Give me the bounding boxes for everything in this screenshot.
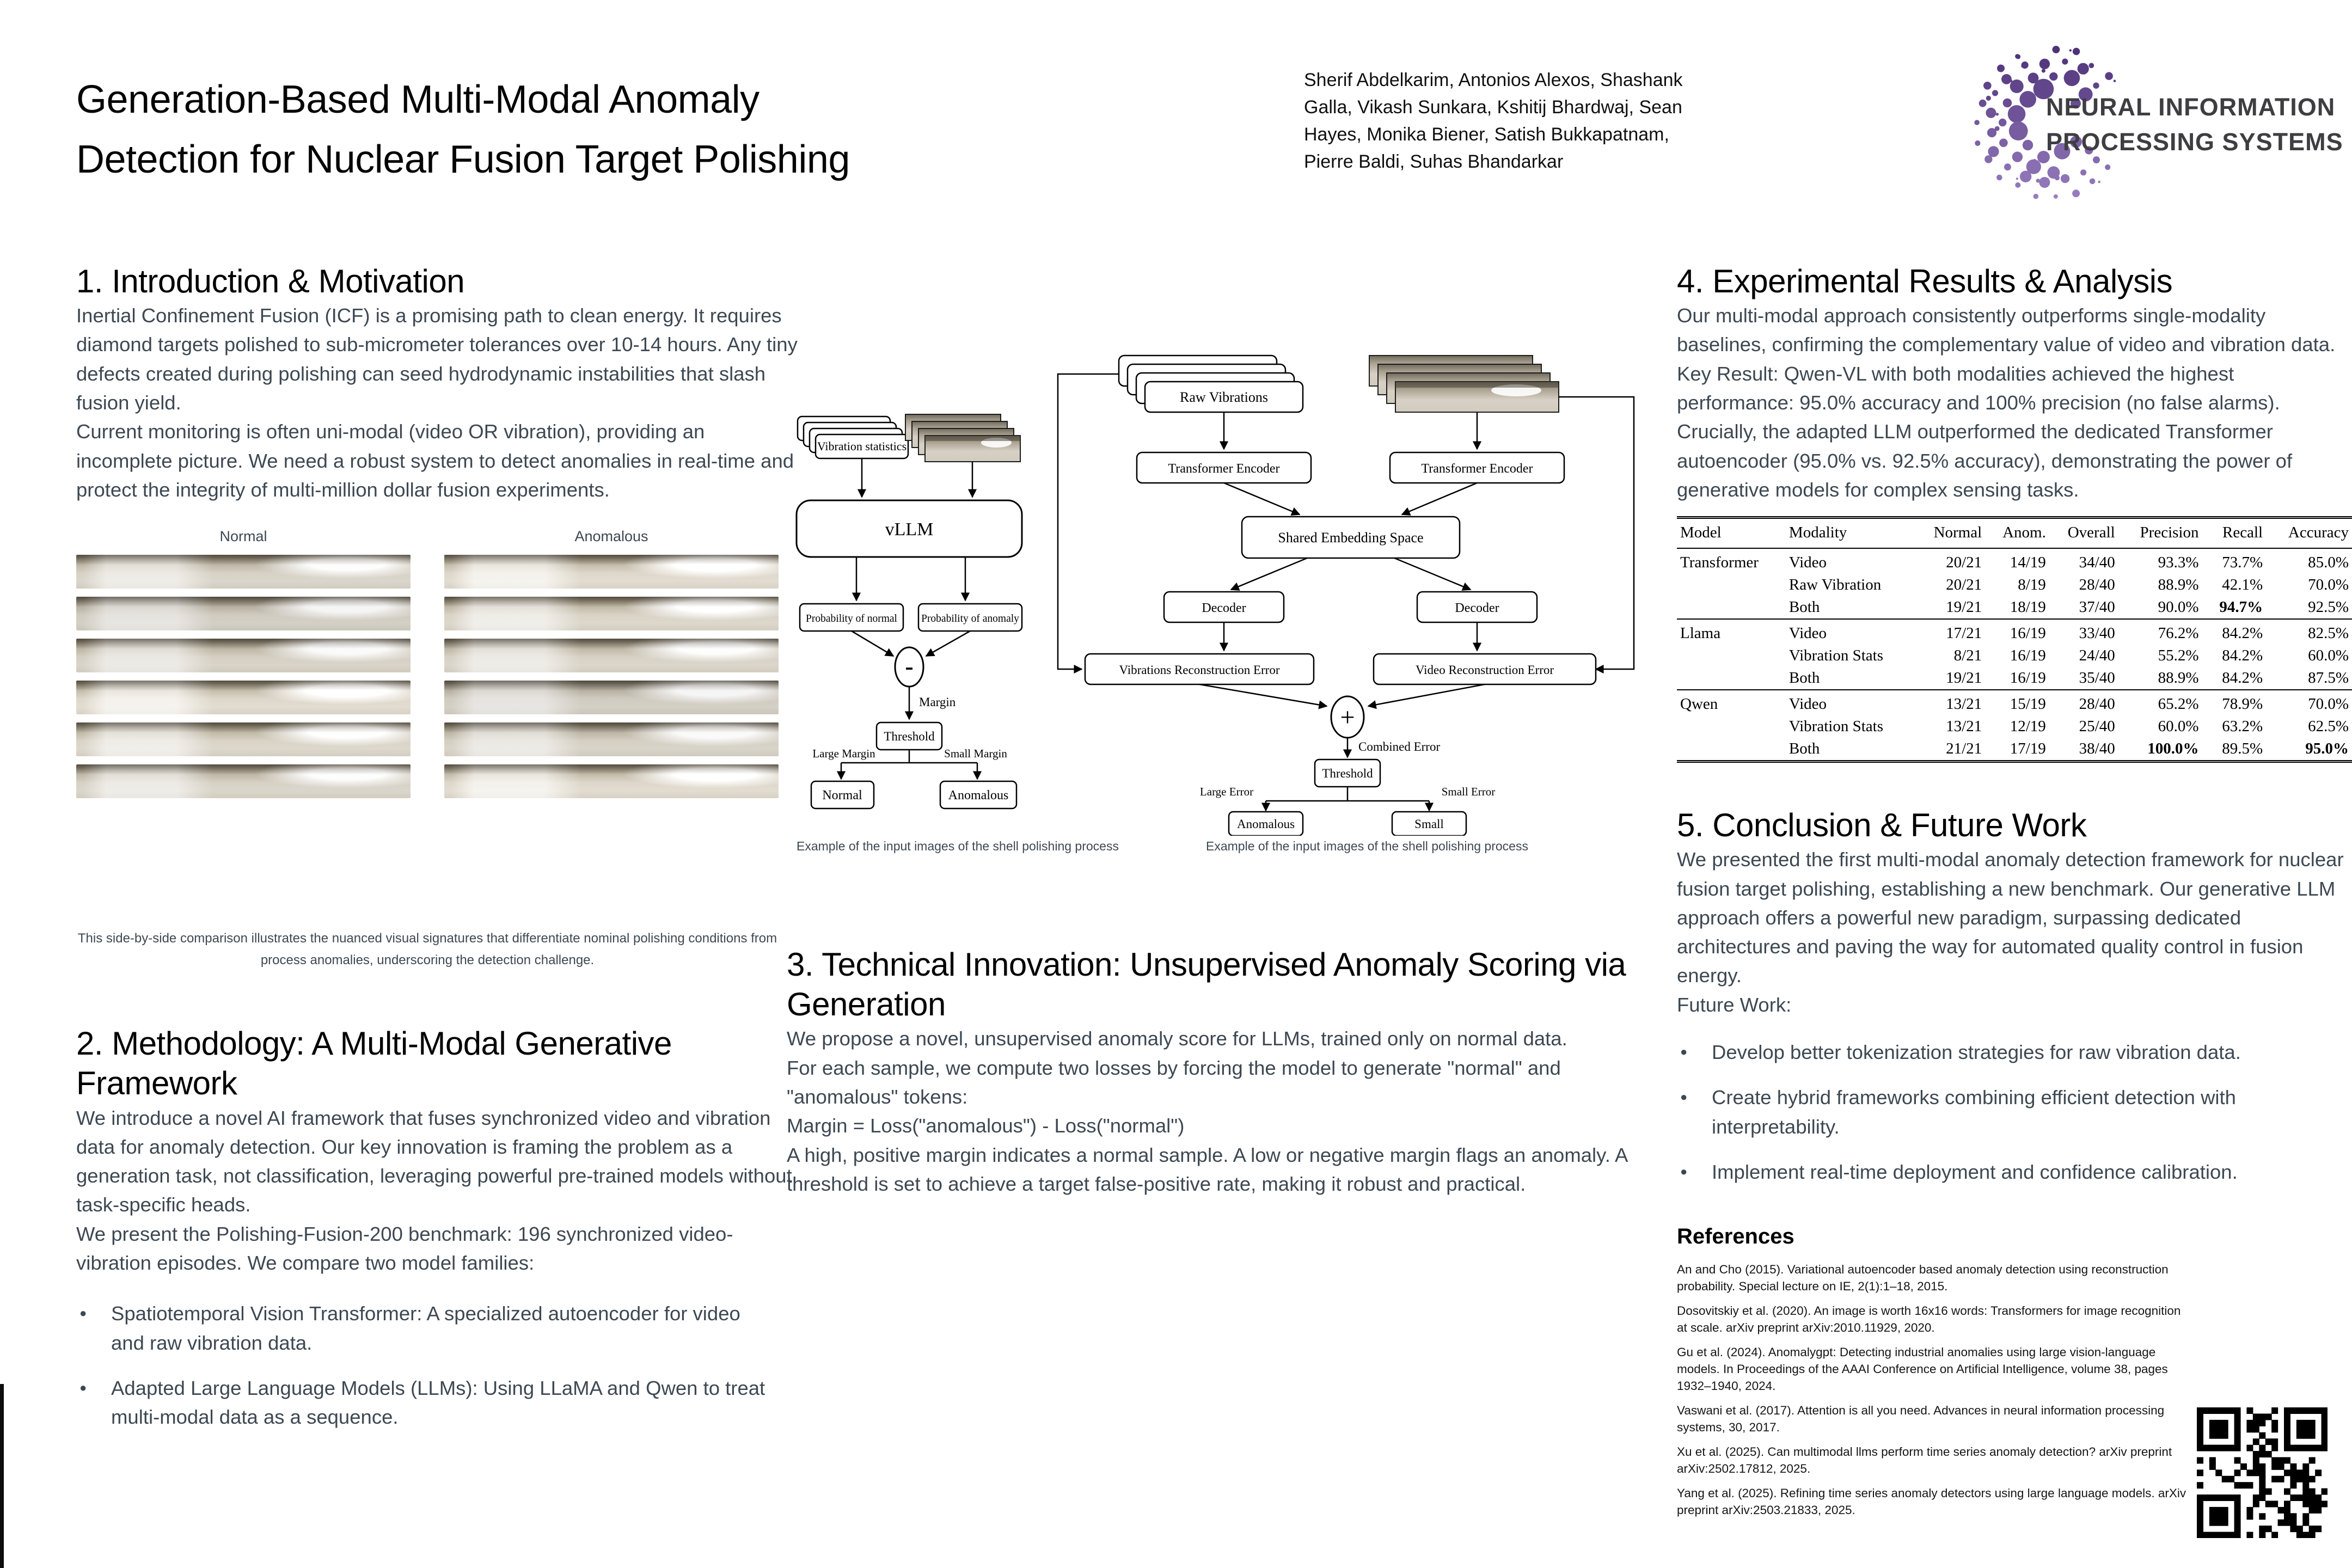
table-cell: Video: [1786, 690, 1915, 715]
table-row: [1677, 690, 2352, 715]
list-item: ● Implement real-time deployment and confidence calibration.: [1677, 1157, 2330, 1186]
section-2-paragraph: We introduce a novel AI framework that fuses synchronized video and vibration data for anomaly detection. Our key innovation is framing the problem as a generation task, not classification, leveraging powerful pre-trained models without task-specific heads.: [76, 1106, 792, 1216]
table-cell: 12/19: [2010, 718, 2046, 736]
table-cell: 8/19: [2018, 576, 2046, 594]
figure1-label-normal: Normal: [219, 528, 267, 545]
sample-frame-normal: [76, 555, 411, 589]
table-cell: 85.0%: [2266, 548, 2352, 574]
section-5-bullet-list: [1677, 1038, 2330, 1186]
section-1-paragraph: Current monitoring is often uni-modal (video OR vibration), providing an incomplete picture. We need a robust system to detect anomalies in real-time and protect the integrity of multi-million dollar fusion experiments.: [76, 420, 794, 501]
table-cell: 88.9%: [2158, 576, 2199, 594]
table-cell: [1677, 667, 1786, 690]
small-error-label: Small Error: [1441, 785, 1496, 798]
table-cell: 8/21: [1953, 647, 1982, 665]
section-4-paragraph: Key Result: Qwen-VL with both modalities achieved the highest performance: 95.0% accuracy and 100% precision (no false alarms).: [1677, 362, 2280, 414]
table-cell: 88.9%: [2158, 669, 2199, 687]
section-2-heading: 2. Methodology: A Multi-Modal Generative Framework: [76, 1025, 672, 1102]
list-item: ● Spatiotemporal Vision Transformer: A specialized autoencoder for video and raw vibration data.: [76, 1299, 773, 1357]
table-cell: 34/40: [2049, 548, 2118, 574]
results-table-header-row: [1677, 518, 2352, 549]
list-item: An and Cho (2015). Variational autoencoder based anomaly detection using reconstruction probability. Special lecture on IE, 2(1):1–18, 2015.: [1677, 1263, 2169, 1294]
column-middle: [787, 261, 1690, 1198]
poster-title-line1: Generation-Based Multi-Modal Anomaly: [76, 78, 759, 121]
shared-embedding-label: Shared Embedding Space: [1278, 530, 1424, 546]
table-cell: 21/21: [1946, 740, 1982, 758]
autoencoder-flowchart-figure: [1037, 346, 1652, 836]
table-column-header: Modality: [1786, 518, 1915, 549]
table-cell: 62.5%: [2308, 718, 2349, 736]
table-cell: 14/19: [1985, 548, 2049, 574]
table-cell: 95.0%: [2305, 740, 2349, 758]
section-4-heading: 4. Experimental Results & Analysis: [1677, 263, 2173, 299]
table-cell: 65.2%: [2118, 690, 2202, 715]
neurips-logo-line2: PROCESSING SYSTEMS: [2046, 128, 2343, 156]
poster-title: [76, 70, 1296, 189]
table-cell: 100.0%: [2147, 740, 2199, 758]
table-cell: [1677, 574, 1786, 596]
decoder-label: Decoder: [1455, 601, 1499, 615]
table-row: [1677, 667, 2352, 690]
vibration-statistics-label: Vibration statistics: [817, 439, 907, 453]
table-cell: [1677, 645, 1786, 667]
table-cell: Llama: [1677, 619, 1786, 645]
authors-line: Pierre Baldi, Suhas Bhandarkar: [1304, 151, 1564, 172]
table-cell: 94.7%: [2219, 598, 2263, 616]
subtract-operator-label: -: [905, 652, 914, 680]
section-1-paragraph: Inertial Confinement Fusion (ICF) is a promising path to clean energy. It requires diamond targets polished to sub-micrometer tolerances over 10-14 hours. Any tiny defects created during polishing can seed hydrodynamic instabilities that slash fusion yield.: [76, 304, 798, 414]
table-cell: 19/21: [1946, 669, 1982, 687]
table-cell: 25/40: [2079, 718, 2115, 736]
list-item: ● Adapted Large Language Models (LLMs): Using LLaMA and Qwen to treat multi-modal data as a sequence.: [76, 1374, 773, 1432]
table-cell: 15/19: [1985, 690, 2049, 715]
table-cell: 33/40: [2049, 619, 2118, 645]
figure1-label-anomalous: Anomalous: [574, 528, 648, 545]
method-diagrams: [787, 346, 1690, 836]
vibration-skip-connection: [1058, 374, 1119, 669]
table-cell: 90.0%: [2158, 598, 2199, 616]
table-cell: 17/19: [2010, 740, 2046, 758]
list-item: Yang et al. (2025). Refining time series anomaly detectors using large language models. arXiv preprint arXiv:2503.21833, 2025.: [1677, 1486, 2186, 1517]
section-1-heading: 1. Introduction & Motivation: [76, 263, 465, 299]
results-table: [1677, 516, 2352, 763]
sample-frame-anomalous: [444, 722, 779, 756]
anomalous-leaf-label: Anomalous: [1236, 817, 1295, 831]
sample-frame-normal: [76, 764, 411, 798]
vllm-node-label: vLLM: [885, 519, 934, 540]
table-cell: 13/21: [1946, 718, 1982, 736]
table-row: [1677, 596, 2352, 619]
transformer-encoder-label: Transformer Encoder: [1168, 462, 1280, 476]
table-cell: 13/21: [1915, 690, 1985, 715]
table-row: [1677, 738, 2352, 762]
table-cell: 60.0%: [2158, 718, 2199, 736]
table-row: [1677, 548, 2352, 574]
table-cell: 63.2%: [2222, 718, 2263, 736]
small-margin-label: Small Margin: [944, 747, 1007, 760]
table-cell: 84.2%: [2202, 619, 2266, 645]
section-4-paragraph: Our multi-modal approach consistently outperforms single-modality baselines, confirming the complementary value of video and vibration data.: [1677, 304, 2336, 356]
table-cell: 17/21: [1915, 619, 1985, 645]
margin-edge-label: Margin: [919, 695, 956, 709]
list-item: ● Create hybrid frameworks combining efficient detection with interpretability.: [1677, 1083, 2330, 1141]
table-cell: Transformer: [1677, 548, 1786, 574]
table-cell: 84.2%: [2222, 647, 2263, 665]
table-cell: 76.2%: [2118, 619, 2202, 645]
figure1-labels: [76, 528, 779, 545]
section-3-paragraph: For each sample, we compute two losses by forcing the model to generate "normal" and "anomalous" tokens:: [787, 1056, 1561, 1108]
table-cell: Video: [1786, 619, 1915, 645]
list-item: Gu et al. (2024). Anomalygpt: Detecting industrial anomalies using large vision-language models. In Proceedings of the AAAI Conference on Artificial Intelligence, volume 38, pages 1932–1940, 2024.: [1677, 1345, 2168, 1393]
table-cell: 78.9%: [2202, 690, 2266, 715]
column-right: [1677, 261, 2352, 1526]
table-cell: [1677, 715, 1786, 738]
column-left: [76, 261, 806, 1448]
table-row: [1677, 715, 2352, 738]
table-cell: 89.5%: [2222, 740, 2263, 758]
table-column-header: Overall: [2049, 518, 2118, 549]
list-item: ● Develop better tokenization strategies for raw vibration data.: [1677, 1038, 2330, 1067]
table-cell: 42.1%: [2222, 576, 2263, 594]
qr-code: [2197, 1407, 2328, 1538]
table-cell: 28/40: [2079, 576, 2115, 594]
section-3-paragraph: A high, positive margin indicates a normal sample. A low or negative margin flags an anomaly. A threshold is set to achieve a target false-positive rate, making it robust and practical.: [787, 1143, 1627, 1195]
table-cell: 20/21: [1946, 576, 1982, 594]
table-cell: 73.7%: [2202, 548, 2266, 574]
section-5-paragraph: We presented the first multi-modal anomaly detection framework for nuclear fusion target polishing, establishing a new benchmark. Our generative LLM approach offers a powerful new paradigm, surpassing dedicated architectures and paving the way for automated quality control in fusion energy.: [1677, 848, 2344, 987]
table-cell: 16/19: [1985, 619, 2049, 645]
future-work-label: Future Work:: [1677, 993, 1792, 1016]
video-reconstruction-error-label: Video Reconstruction Error: [1415, 663, 1554, 677]
sample-frame-anomalous: [444, 597, 779, 630]
probability-anomaly-label: Probability of anomaly: [921, 613, 1019, 624]
add-operator-label: +: [1340, 703, 1355, 732]
threshold-label: Threshold: [1322, 767, 1373, 780]
table-cell: [1677, 738, 1786, 762]
poster-title-line2: Detection for Nuclear Fusion Target Polishing: [76, 138, 850, 182]
list-item: Xu et al. (2025). Can multimodal llms perform time series anomaly detection? arXiv preprint arXiv:2502.17812, 2025.: [1677, 1445, 2172, 1476]
probability-normal-label: Probability of normal: [806, 613, 897, 624]
autoencoder-diagram-caption: Example of the input images of the shell polishing process: [1206, 839, 1528, 853]
section-3-paragraph: We propose a novel, unsupervised anomaly score for LLMs, trained only on normal data.: [787, 1027, 1567, 1050]
table-cell: [1677, 596, 1786, 619]
table-cell: Vibration Stats: [1788, 647, 1883, 665]
sample-frame-normal: [76, 597, 411, 630]
table-cell: 87.5%: [2308, 669, 2349, 687]
table-cell: 55.2%: [2158, 647, 2199, 665]
sample-frame-normal: [76, 681, 411, 714]
authors-line: Hayes, Monika Biener, Satish Bukkapatnam,: [1304, 124, 1669, 145]
table-column-header: Anom.: [1985, 518, 2049, 549]
sample-frame-anomalous: [444, 555, 779, 589]
table-cell: Qwen: [1677, 690, 1786, 715]
normal-leaf-label: Normal: [822, 788, 862, 803]
video-skip-connection: [1559, 397, 1634, 669]
table-cell: 38/40: [2079, 740, 2115, 758]
table-cell: 82.5%: [2266, 619, 2352, 645]
diagram-captions: [787, 839, 1690, 863]
list-item: Dosovitskiy et al. (2020). An image is worth 16x16 words: Transformers for image recognition at scale. arXiv preprint arXiv:2010.11929, 2020.: [1677, 1304, 2181, 1335]
sample-frame-anomalous: [444, 639, 779, 672]
combined-error-edge-label: Combined Error: [1358, 740, 1441, 754]
table-column-header: Recall: [2202, 518, 2266, 549]
table-row: [1677, 619, 2352, 645]
table-cell: 16/19: [2010, 669, 2046, 687]
table-cell: Raw Vibration: [1788, 576, 1882, 594]
table-cell: 20/21: [1915, 548, 1985, 574]
table-row: [1677, 574, 2352, 596]
figure1-image-grid: [76, 555, 779, 798]
neurips-logo-line1: NEURAL INFORMATION: [2046, 93, 2336, 121]
section-3-heading: 3. Technical Innovation: Unsupervised Anomaly Scoring via Generation: [787, 946, 1626, 1023]
results-table-body: [1677, 548, 2352, 762]
table-cell: 60.0%: [2308, 647, 2349, 665]
table-cell: 28/40: [2049, 690, 2118, 715]
table-column-header: Precision: [2118, 518, 2202, 549]
anomalous-leaf-label: Anomalous: [948, 788, 1009, 803]
threshold-label: Threshold: [884, 730, 935, 743]
table-cell: 24/40: [2079, 647, 2115, 665]
table-cell: 84.2%: [2222, 669, 2263, 687]
transformer-encoder-label: Transformer Encoder: [1421, 462, 1533, 476]
raw-vibrations-label: Raw Vibrations: [1180, 389, 1268, 405]
section-3-formula: Margin = Loss("anomalous") - Loss("normal"): [787, 1114, 1185, 1137]
table-cell: Vibration Stats: [1788, 718, 1883, 736]
large-margin-label: Large Margin: [812, 747, 875, 760]
table-cell: Both: [1788, 669, 1820, 687]
section-4-paragraph: Crucially, the adapted LLM outperformed the dedicated Transformer autoencoder (95.0% vs. 92.5% accuracy), demonstrating the power of generative models for complex sensing tasks.: [1677, 420, 2293, 501]
sample-frame-normal: [76, 639, 411, 672]
neurips-logo-text: [2046, 90, 2343, 160]
neurips-logo: [1960, 33, 2341, 218]
sample-frame-anomalous: [444, 764, 779, 798]
section-2-paragraph: We present the Polishing-Fusion-200 benchmark: 196 synchronized video-vibration episodes. We compare two model families:: [76, 1222, 733, 1274]
table-cell: 19/21: [1946, 598, 1982, 616]
table-cell: Both: [1788, 598, 1820, 616]
table-cell: 37/40: [2079, 598, 2115, 616]
table-cell: 70.0%: [2266, 690, 2352, 715]
table-column-header: Accuracy: [2266, 518, 2352, 549]
table-cell: 92.5%: [2308, 598, 2349, 616]
sample-frame-normal: [76, 722, 411, 756]
list-item: Vaswani et al. (2017). Attention is all you need. Advances in neural information processing systems, 30, 2017.: [1677, 1404, 2165, 1435]
section-5-heading: 5. Conclusion & Future Work: [1677, 807, 2087, 844]
decoder-label: Decoder: [1202, 601, 1246, 615]
authors-line: Galla, Vikash Sunkara, Kshitij Bhardwaj, Sean: [1304, 97, 1682, 118]
scan-edge-artifact: [0, 1384, 4, 1568]
table-cell: Both: [1788, 740, 1820, 758]
table-cell: 35/40: [2079, 669, 2115, 687]
references-heading: References: [1677, 1224, 1794, 1249]
table-cell: 16/19: [2010, 647, 2046, 665]
vllm-flowchart-figure: [792, 346, 1026, 836]
vibrations-reconstruction-error-label: Vibrations Reconstruction Error: [1119, 663, 1280, 677]
table-cell: 70.0%: [2308, 576, 2349, 594]
small-leaf-label: Small: [1414, 817, 1444, 831]
table-cell: Video: [1786, 548, 1915, 574]
table-column-header: Model: [1677, 518, 1786, 549]
authors-block: [1304, 66, 1827, 175]
figure1-caption: This side-by-side comparison illustrates the nuanced visual signatures that differentiate nominal polishing conditions from process anomalies, underscoring the detection challenge.: [77, 931, 777, 968]
table-column-header: Normal: [1915, 518, 1985, 549]
table-cell: 18/19: [2010, 598, 2046, 616]
section-2-bullet-list: [76, 1299, 773, 1431]
large-error-label: Large Error: [1199, 785, 1254, 798]
table-row: [1677, 645, 2352, 667]
table-cell: 93.3%: [2118, 548, 2202, 574]
authors-line: Sherif Abdelkarim, Antonios Alexos, Shashank: [1304, 70, 1683, 90]
sample-frame-anomalous: [444, 681, 779, 714]
vllm-diagram-caption: Example of the input images of the shell polishing process: [797, 839, 1119, 853]
